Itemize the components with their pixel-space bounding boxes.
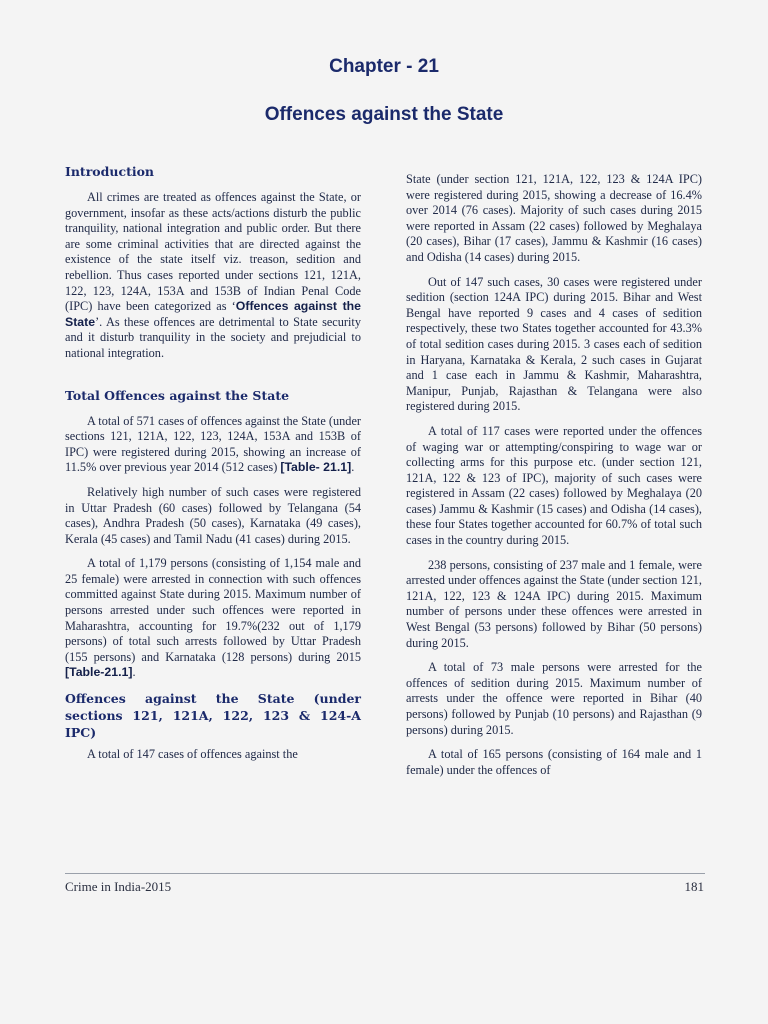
right-paragraph-1: State (under section 121, 121A, 122, 123 & 124A IPC) were registered during 2015, showing a decrease of 16.4% over 2014 (76 cases). Majority of such cases during 2015 were reported in Assam (22 cases) followed by Meghalaya (20 cases), Bihar (17 cases), Jammu & Kashmir (16 cases) and Odisha (14 cases) during 2015. xyxy=(406,172,702,264)
sections-heading: Offences against the State (under sections 121, 121A, 122, 123 & 124-A IPC) xyxy=(65,691,361,741)
total-paragraph-3 xyxy=(65,556,361,681)
right-paragraph-4: 238 persons, consisting of 237 male and 1 female, were arrested under offences against the State (under section 121, 121A, 122, 123 & 124A IPC) during 2015. Maximum number of persons under these offences were arrested in West Bengal (53 persons) followed by Bihar (50 persons) during 2015. xyxy=(406,557,702,650)
offences-term: Offences against the State xyxy=(65,299,362,329)
right-paragraph-5: A total of 73 male persons were arrested for the offences of sedition during 2015. Maximum number of arrests under the offence were reported in Bihar (40 persons) followed by Punjab (10 persons) and Rajasthan (9 persons) during 2015. xyxy=(406,660,702,737)
intro-text-a: All crimes are treated as offences against the State, or government, insofar as these acts/actions disturb the public tranquility, national integration and public order. But there are some criminal activities that are directed against the existence of the state itself viz. treason, sedition and rebellion. Thus cases reported under sections 121, 121A, 122, 123, 124A, 153A and 153B of Indian Penal Code (IPC) have been categorized as ‘ xyxy=(65,190,361,314)
total-p1-text: A total of 571 cases of offences against the State (under sections 121, 121A, 122, 123, 124A, 153A and 153B of IPC) were registered during 2015, showing an increase of 11.5% over previous year 2014 (512 cases) xyxy=(65,413,361,475)
right-column xyxy=(406,172,702,787)
page-number: 181 xyxy=(684,879,704,894)
total-p3-text: A total of 1,179 persons (consisting of 1,154 male and 25 female) were arrested in connection with such offences committed against State during 2015. Maximum number of persons arrested under such offences were reported in Maharashtra, accounting for 19.7%(232 out of 1,179 persons) of total such arrests followed by Uttar Pradesh (155 persons) and Karnataka (128 persons) during 2015 xyxy=(65,556,361,664)
table-reference-link[interactable]: [Table- 21.1] xyxy=(280,460,352,475)
introduction-paragraph xyxy=(65,190,361,362)
chapter-number: Chapter - 21 xyxy=(329,56,439,77)
total-offences-heading: Total Offences against the State xyxy=(65,387,290,403)
total-p1-end: . xyxy=(351,460,355,475)
right-paragraph-6: A total of 165 persons (consisting of 164 male and 1 female) under the offences of xyxy=(406,747,702,777)
chapter-title: Offences against the State xyxy=(264,104,504,125)
footer-divider xyxy=(65,873,705,874)
introduction-heading: Introduction xyxy=(65,164,155,179)
total-p3-end: . xyxy=(132,665,136,680)
footer-publication: Crime in India-2015 xyxy=(65,879,172,894)
left-column xyxy=(65,163,361,772)
table-reference-link[interactable]: [Table-21.1] xyxy=(65,665,133,680)
sections-paragraph: A total of 147 cases of offences against the xyxy=(87,747,298,762)
intro-text-b: ’. As these offences are detrimental to State security and it disturb tranquility in the society and prejudicial to national integration. xyxy=(65,314,361,360)
total-paragraph-2: Relatively high number of such cases were registered in Uttar Pradesh (60 cases) followed by Telangana (54 cases), Andhra Pradesh (50 cases), Karnataka (49 cases), Kerala (45 cases) and Tamil Nadu (41 cases) during 2015. xyxy=(65,484,361,546)
right-paragraph-3: A total of 117 cases were reported under the offences of waging war or attempting/conspiring to wage war or collecting arms for this purpose etc. (under section 121, 121A, 122 & 123 of IPC), majority of such cases were registered in Assam (22 cases) followed by Meghalaya (20 cases) Jammu & Kashmir (15 cases) and Odisha (14 cases), these four States together accounted for 60.7% of total such cases in the country during 2015. xyxy=(406,423,702,548)
total-paragraph-1 xyxy=(65,414,361,476)
right-paragraph-2: Out of 147 such cases, 30 cases were registered under sedition (section 124A IPC) during 2015. Bihar and West Bengal have reported 9 cases and 4 cases of sedition respectively, these two States together accounted for 43.3% of total sedition cases during 2015. 3 cases each of sedition in Haryana, Karnataka & Kerala, 2 such cases in Gujarat and 1 case each in Jammu & Kashmir, Maharashtra, Manipur, Punjab, Rajasthan & Telangana were also registered during 2015. xyxy=(406,274,702,414)
